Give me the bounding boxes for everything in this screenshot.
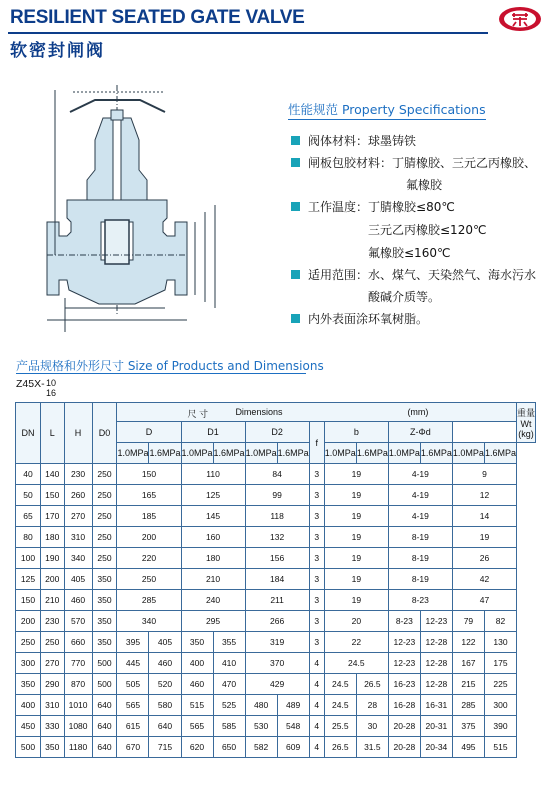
table-cell: 489 (277, 695, 309, 716)
dim-label-cn: 尺 寸 (187, 409, 208, 419)
table-cell: 640 (92, 716, 117, 737)
table-cell: 160 (181, 527, 245, 548)
table-cell: 200 (40, 569, 64, 590)
table-cell: 185 (117, 506, 181, 527)
table-cell: 24.5 (324, 695, 356, 716)
table-cell: 770 (64, 653, 92, 674)
table-cell: 355 (213, 632, 245, 653)
model-pressure: 10 16 (46, 378, 57, 398)
table-cell: 8-19 (388, 527, 452, 548)
table-cell: 470 (213, 674, 245, 695)
table-cell: 670 (117, 737, 149, 758)
table-cell: 250 (92, 506, 117, 527)
table-cell: 300 (484, 695, 516, 716)
table-cell: 615 (117, 716, 149, 737)
table-cell: 640 (92, 695, 117, 716)
table-cell: 870 (64, 674, 92, 695)
table-cell: 4 (309, 674, 324, 695)
table-cell: 460 (149, 653, 181, 674)
table-cell: 240 (181, 590, 245, 611)
table-cell: 211 (245, 590, 309, 611)
table-cell: 450 (16, 716, 41, 737)
table-cell: 530 (245, 716, 277, 737)
table-cell: 350 (40, 737, 64, 758)
table-cell: 3 (309, 590, 324, 611)
table-row (16, 506, 536, 527)
spec-item-surface (288, 308, 538, 330)
model-code (16, 378, 57, 398)
model-prefix: Z45X- (16, 378, 45, 390)
section-heading: 产品规格和外形尺寸 Size of Products and Dimensions (16, 359, 324, 373)
pressure-1-6: 1.6MPa (420, 443, 452, 464)
pressure-1-6: 1.6MPa (213, 443, 245, 464)
table-cell: 500 (92, 653, 117, 674)
spec-value: 丁腈橡胶≤80℃ (368, 200, 455, 214)
table-cell: 250 (92, 548, 117, 569)
col-dimensions (117, 403, 517, 422)
table-cell: 270 (40, 653, 64, 674)
col-d1: D1 (181, 422, 245, 443)
table-cell: 180 (40, 527, 64, 548)
table-cell: 118 (245, 506, 309, 527)
table-cell: 20-28 (388, 737, 420, 758)
table-cell: 660 (64, 632, 92, 653)
table-cell: 12-23 (388, 632, 420, 653)
table-cell: 250 (16, 632, 41, 653)
pressure-1-6: 1.6MPa (149, 443, 181, 464)
table-cell: 1010 (64, 695, 92, 716)
table-cell: 505 (117, 674, 149, 695)
table-cell: 150 (117, 464, 181, 485)
dim-unit: (mm) (407, 407, 429, 417)
table-cell: 156 (245, 548, 309, 569)
table-cell: 230 (40, 611, 64, 632)
table-cell: 515 (181, 695, 213, 716)
col-d0: D0 (92, 403, 117, 464)
table-cell: 190 (40, 548, 64, 569)
table-cell: 150 (40, 485, 64, 506)
table-cell: 375 (452, 716, 484, 737)
table-cell: 429 (245, 674, 309, 695)
table-cell: 210 (40, 590, 64, 611)
table-cell: 19 (324, 485, 388, 506)
table-cell: 4-19 (388, 485, 452, 506)
table-row (16, 632, 536, 653)
table-cell: 19 (324, 548, 388, 569)
table-cell: 445 (117, 653, 149, 674)
table-row (16, 611, 536, 632)
col-d: D (117, 422, 181, 443)
col-b: b (324, 422, 388, 443)
table-cell: 180 (181, 548, 245, 569)
table-cell: 250 (40, 632, 64, 653)
table-cell: 150 (16, 590, 41, 611)
table-cell: 170 (40, 506, 64, 527)
table-cell: 26.5 (324, 737, 356, 758)
table-cell: 350 (181, 632, 213, 653)
spec-item-coating (288, 152, 538, 196)
table-cell: 165 (117, 485, 181, 506)
table-cell: 3 (309, 632, 324, 653)
table-cell: 330 (40, 716, 64, 737)
spec-value-cont: 氟橡胶 (406, 178, 443, 192)
table-cell: 16-28 (388, 695, 420, 716)
table-cell: 390 (484, 716, 516, 737)
table-cell: 22 (324, 632, 388, 653)
col-weight: 重量 Wt (kg) (516, 403, 535, 443)
table-cell: 19 (324, 590, 388, 611)
table-cell: 620 (181, 737, 213, 758)
table-cell: 50 (16, 485, 41, 506)
table-cell: 640 (92, 737, 117, 758)
table-cell: 24.5 (324, 653, 388, 674)
table-row (16, 716, 536, 737)
spec-label: 阀体材料： (308, 134, 369, 148)
table-cell: 40 (16, 464, 41, 485)
table-cell: 47 (452, 590, 516, 611)
spec-value-cont: 酸碱介质等。 (368, 290, 441, 304)
table-cell: 20-34 (420, 737, 452, 758)
table-cell: 79 (452, 611, 484, 632)
table-cell: 582 (245, 737, 277, 758)
table-cell: 3 (309, 611, 324, 632)
pressure-1-0: 1.0MPa (324, 443, 356, 464)
property-specifications (288, 100, 538, 330)
table-cell: 350 (92, 590, 117, 611)
table-row (16, 590, 536, 611)
table-cell: 319 (245, 632, 309, 653)
table-cell: 310 (64, 527, 92, 548)
col-d2: D2 (245, 422, 309, 443)
table-row (16, 548, 536, 569)
pressure-1-0: 1.0MPa (181, 443, 213, 464)
table-cell: 31.5 (356, 737, 388, 758)
pressure-1-6: 1.6MPa (277, 443, 309, 464)
spec-value-cont: 氟橡胶≤160℃ (368, 246, 451, 260)
table-cell: 82 (484, 611, 516, 632)
table-cell: 1080 (64, 716, 92, 737)
spec-label: 闸板包胶材料： (308, 156, 393, 170)
table-cell: 122 (452, 632, 484, 653)
bullet-square-icon (291, 314, 300, 323)
table-cell: 3 (309, 485, 324, 506)
table-cell: 4-19 (388, 506, 452, 527)
page-title-cn: 软密封闸阀 (10, 41, 105, 61)
table-cell: 65 (16, 506, 41, 527)
table-cell: 3 (309, 569, 324, 590)
table-cell: 8-19 (388, 569, 452, 590)
spec-value: 球墨铸铁 (368, 134, 417, 148)
table-cell: 400 (181, 653, 213, 674)
table-cell: 125 (16, 569, 41, 590)
pressure-1-0: 1.0MPa (388, 443, 420, 464)
table-cell: 290 (40, 674, 64, 695)
table-cell: 410 (213, 653, 245, 674)
spec-label: 适用范围： (308, 268, 369, 282)
bullet-square-icon (291, 270, 300, 279)
pressure-1-0: 1.0MPa (245, 443, 277, 464)
table-cell: 400 (16, 695, 41, 716)
table-row (16, 653, 536, 674)
table-cell: 99 (245, 485, 309, 506)
pressure-1-0: 1.0MPa (117, 443, 149, 464)
table-cell: 4 (309, 695, 324, 716)
table-cell: 495 (452, 737, 484, 758)
table-cell: 520 (149, 674, 181, 695)
table-cell: 167 (452, 653, 484, 674)
table-cell: 548 (277, 716, 309, 737)
table-cell: 650 (213, 737, 245, 758)
table-cell: 175 (484, 653, 516, 674)
spec-value: 丁腈橡胶、三元乙丙橡胶、 (392, 156, 537, 170)
table-row (16, 569, 536, 590)
spec-value-cont: 三元乙丙橡胶≤120℃ (368, 223, 487, 237)
table-cell: 225 (484, 674, 516, 695)
spec-item-material (288, 130, 538, 152)
table-cell: 12-28 (420, 674, 452, 695)
table-cell: 405 (149, 632, 181, 653)
table-cell: 100 (16, 548, 41, 569)
table-cell: 405 (64, 569, 92, 590)
table-cell: 310 (40, 695, 64, 716)
table-cell: 250 (117, 569, 181, 590)
table-cell: 8-23 (388, 611, 420, 632)
spec-label: 工作温度： (308, 200, 369, 214)
table-cell: 395 (117, 632, 149, 653)
table-cell: 8-23 (388, 590, 452, 611)
spec-item-temperature (288, 196, 538, 264)
table-cell: 300 (16, 653, 41, 674)
table-cell: 250 (92, 527, 117, 548)
spec-value: 水、煤气、天染然气、海水污水 (368, 268, 537, 282)
table-cell: 580 (149, 695, 181, 716)
col-h: H (64, 403, 92, 464)
table-row (16, 695, 536, 716)
table-cell: 12-28 (420, 632, 452, 653)
table-cell: 200 (117, 527, 181, 548)
table-body (16, 464, 536, 758)
table-cell: 20 (324, 611, 388, 632)
table-cell: 570 (64, 611, 92, 632)
table-cell: 4 (309, 737, 324, 758)
dimensions-table (15, 402, 536, 758)
table-cell: 515 (484, 737, 516, 758)
table-cell: 19 (452, 527, 516, 548)
valve-drawing (15, 70, 273, 340)
section-rule (16, 373, 306, 374)
table-cell: 184 (245, 569, 309, 590)
table-cell: 4 (309, 653, 324, 674)
table-cell: 500 (16, 737, 41, 758)
table-cell: 4-19 (388, 464, 452, 485)
table-cell: 260 (64, 485, 92, 506)
spec-heading: 性能规范 Property Specifications (288, 100, 486, 120)
table-cell: 30 (356, 716, 388, 737)
table-cell: 26 (452, 548, 516, 569)
bullet-square-icon (291, 158, 300, 167)
table-cell: 215 (452, 674, 484, 695)
table-cell: 12-23 (420, 611, 452, 632)
table-row (16, 527, 536, 548)
table-cell: 295 (181, 611, 245, 632)
table-cell: 500 (92, 674, 117, 695)
table-cell: 12-28 (420, 653, 452, 674)
pressure-1-6: 1.6MPa (484, 443, 516, 464)
pressure-1-6: 1.6MPa (356, 443, 388, 464)
table-cell: 340 (64, 548, 92, 569)
table-cell: 8-19 (388, 548, 452, 569)
table-cell: 270 (64, 506, 92, 527)
table-cell: 125 (181, 485, 245, 506)
bullet-square-icon (291, 202, 300, 211)
table-cell: 370 (245, 653, 309, 674)
table-cell: 250 (92, 464, 117, 485)
table-cell: 230 (64, 464, 92, 485)
table-cell: 26.5 (356, 674, 388, 695)
table-cell: 130 (484, 632, 516, 653)
table-cell: 12 (452, 485, 516, 506)
table-cell: 19 (324, 464, 388, 485)
table-cell: 3 (309, 506, 324, 527)
brand-logo-icon (497, 5, 543, 33)
table-cell: 350 (16, 674, 41, 695)
table-cell: 28 (356, 695, 388, 716)
table-cell: 20-28 (388, 716, 420, 737)
title-rule (8, 32, 488, 34)
table-cell: 4 (309, 716, 324, 737)
table-cell: 145 (181, 506, 245, 527)
table-row (16, 737, 536, 758)
page-title: RESILIENT SEATED GATE VALVE (10, 7, 305, 28)
table-cell: 285 (117, 590, 181, 611)
table-cell: 565 (181, 716, 213, 737)
table-cell: 609 (277, 737, 309, 758)
table-cell: 14 (452, 506, 516, 527)
table-cell: 84 (245, 464, 309, 485)
table-cell: 350 (92, 569, 117, 590)
table-cell: 16-31 (420, 695, 452, 716)
table-cell: 220 (117, 548, 181, 569)
table-cell: 42 (452, 569, 516, 590)
spec-label: 内外表面涂环氧树脂。 (308, 312, 429, 326)
table-cell: 200 (16, 611, 41, 632)
table-cell: 585 (213, 716, 245, 737)
table-cell: 460 (64, 590, 92, 611)
table-cell: 525 (213, 695, 245, 716)
col-f: f (309, 422, 324, 464)
table-cell: 565 (117, 695, 149, 716)
table-cell: 16-23 (388, 674, 420, 695)
table-cell: 250 (92, 485, 117, 506)
table-cell: 210 (181, 569, 245, 590)
col-dn: DN (16, 403, 41, 464)
table-cell: 132 (245, 527, 309, 548)
table-cell: 25.5 (324, 716, 356, 737)
table-cell: 1180 (64, 737, 92, 758)
col-l: L (40, 403, 64, 464)
table-cell: 340 (117, 611, 181, 632)
bullet-square-icon (291, 136, 300, 145)
table-cell: 350 (92, 611, 117, 632)
table-cell: 12-23 (388, 653, 420, 674)
table-cell: 3 (309, 548, 324, 569)
dim-label-en: Dimensions (235, 407, 283, 417)
table-cell: 19 (324, 506, 388, 527)
table-cell: 110 (181, 464, 245, 485)
table-row (16, 464, 536, 485)
table-cell: 3 (309, 464, 324, 485)
pressure-1-0: 1.0MPa (452, 443, 484, 464)
table-cell: 285 (452, 695, 484, 716)
table-cell: 9 (452, 464, 516, 485)
table-cell: 350 (92, 632, 117, 653)
table-cell: 80 (16, 527, 41, 548)
table-cell: 19 (324, 569, 388, 590)
table-cell: 24.5 (324, 674, 356, 695)
table-row (16, 674, 536, 695)
table-cell: 640 (149, 716, 181, 737)
table-cell: 140 (40, 464, 64, 485)
table-cell: 3 (309, 527, 324, 548)
table-cell: 20-31 (420, 716, 452, 737)
spec-item-application (288, 264, 538, 308)
col-z: Z-Φd (388, 422, 452, 443)
table-cell: 19 (324, 527, 388, 548)
table-row (16, 485, 536, 506)
table-cell: 460 (181, 674, 213, 695)
table-cell: 715 (149, 737, 181, 758)
table-cell: 266 (245, 611, 309, 632)
table-cell: 480 (245, 695, 277, 716)
